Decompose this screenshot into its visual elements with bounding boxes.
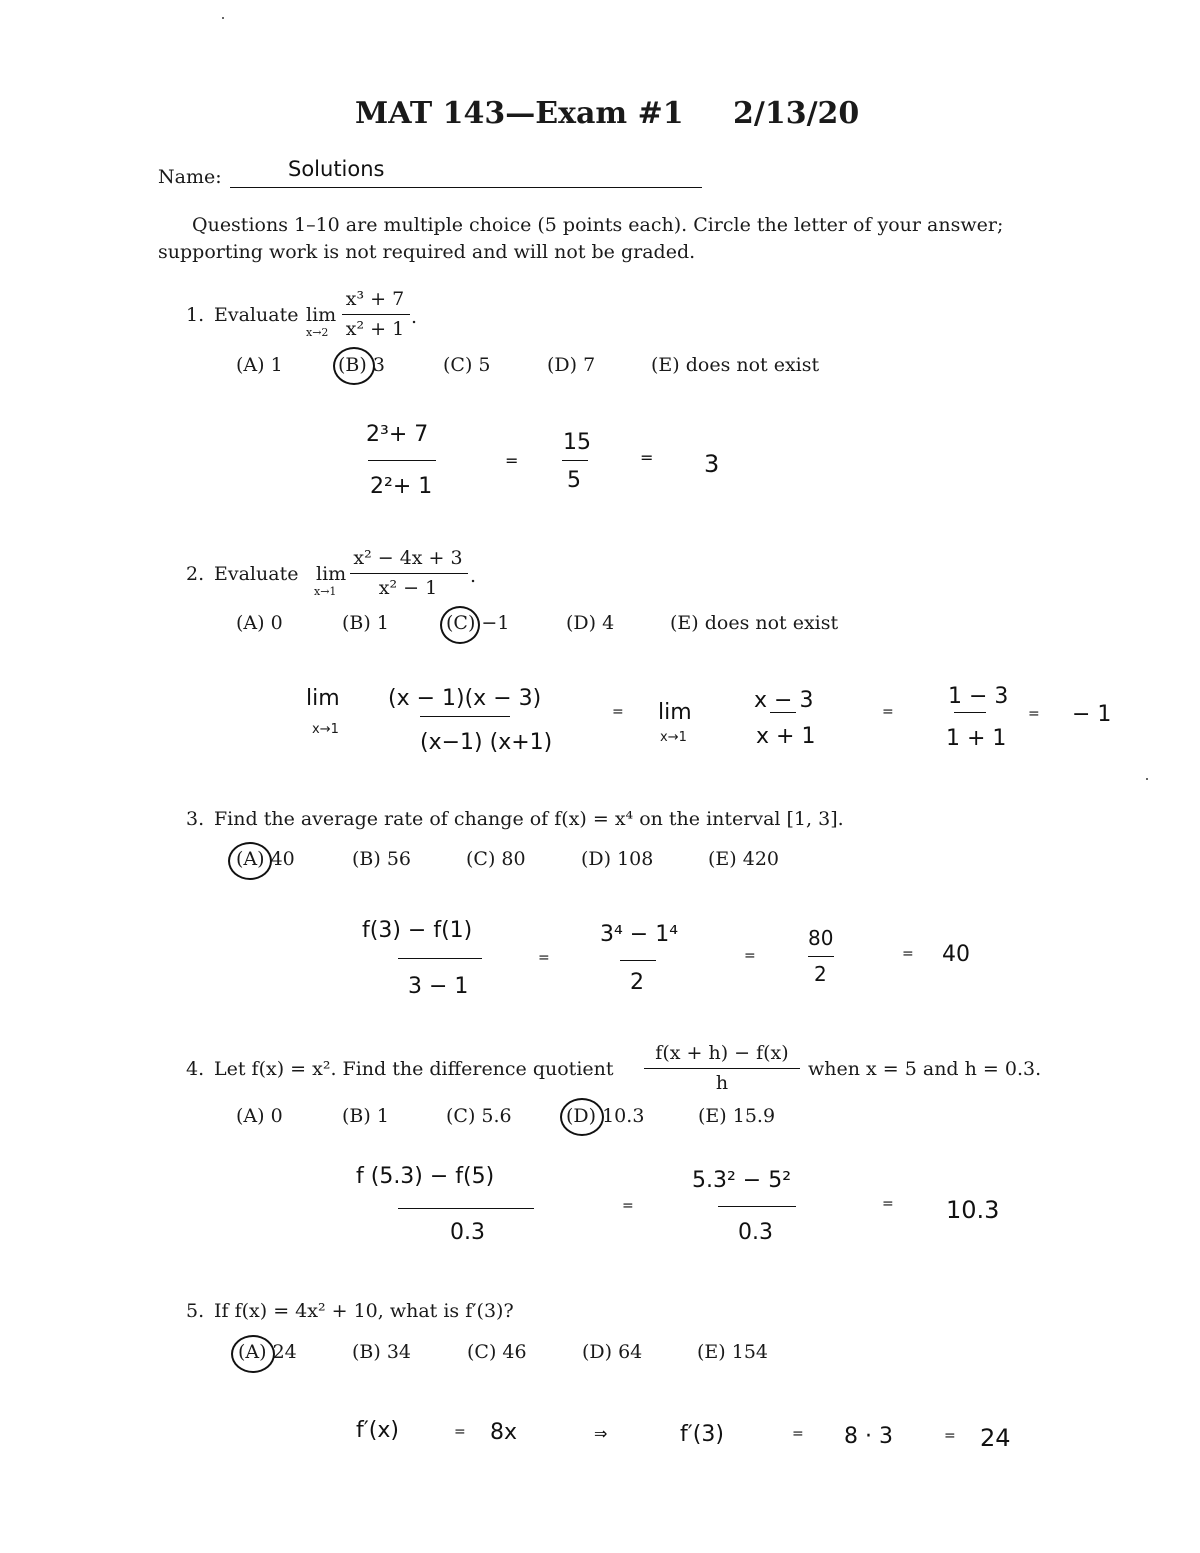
q4-choice-e[interactable]: (E) 15.9 — [698, 1105, 776, 1127]
q5-work-eq3: = — [944, 1428, 956, 1444]
q3-work-num2: 3⁴ − 1⁴ — [600, 922, 679, 947]
q3-work-bar3 — [808, 956, 834, 957]
instructions-line-2: supporting work is not required and will not be graded. — [158, 241, 696, 263]
q3-selected-circle — [228, 842, 272, 880]
q2-work-bar1 — [420, 716, 510, 717]
q3-work-eq3: = — [902, 946, 914, 962]
q4-work-num1: f (5.3) − f(5) — [356, 1164, 495, 1189]
q1-work-bar2 — [562, 460, 588, 461]
q1-work-bar1 — [368, 460, 436, 461]
q2-choice-e[interactable]: (E) does not exist — [670, 612, 839, 634]
q3-number: 3. — [186, 808, 205, 830]
q1-work-den2: 5 — [567, 468, 581, 493]
q2-work-den3: 1 + 1 — [946, 726, 1007, 751]
q4-work-den2: 0.3 — [738, 1220, 773, 1245]
q1-denominator: x² + 1 — [345, 318, 405, 340]
q4-choice-a[interactable]: (A) 0 — [236, 1105, 283, 1127]
q4-numerator: f(x + h) − f(x) — [655, 1042, 789, 1064]
scan-speck — [222, 17, 224, 19]
q2-prompt: Evaluate — [214, 563, 299, 585]
q1-choice-d[interactable]: (D) 7 — [547, 354, 596, 376]
q3-work-num3: 80 — [808, 926, 834, 950]
q3-choice-b[interactable]: (B) 56 — [352, 848, 412, 870]
q3-choice-c[interactable]: (C) 80 — [466, 848, 526, 870]
q1-fraction-bar — [342, 314, 410, 315]
q3-work-eq2: = — [744, 948, 756, 964]
q2-work-lim1: lim — [306, 686, 340, 711]
q3-work-den3: 2 — [814, 962, 827, 986]
q1-choice-e[interactable]: (E) does not exist — [651, 354, 820, 376]
q4-choice-c[interactable]: (C) 5.6 — [446, 1105, 512, 1127]
q3-work-eq1: = — [538, 950, 550, 966]
exam-title: MAT 143—Exam #1 — [355, 96, 684, 131]
q1-lim-sub: x→2 — [306, 326, 329, 339]
q1-numerator: x³ + 7 — [345, 288, 405, 310]
q5-choice-e[interactable]: (E) 154 — [697, 1341, 768, 1363]
q2-denominator: x² − 1 — [378, 577, 438, 599]
q2-work-sub2: x→1 — [660, 730, 687, 745]
q2-work-result: − 1 — [1072, 702, 1112, 727]
q4-work-result: 10.3 — [946, 1196, 1000, 1224]
q5-choice-c[interactable]: (C) 46 — [467, 1341, 527, 1363]
name-label: Name: — [158, 166, 222, 188]
instructions-line-1: Questions 1–10 are multiple choice (5 points each). Circle the letter of your answer; — [192, 214, 1004, 236]
q1-work-eq1: = — [505, 451, 519, 470]
q2-work-den1: (x−1) (x+1) — [420, 730, 553, 755]
q5-work-c: f′(3) — [680, 1422, 724, 1447]
q2-period: . — [470, 565, 477, 587]
q4-work-bar1 — [398, 1208, 534, 1209]
q4-prompt-a: Let f(x) = x². Find the difference quotient — [214, 1058, 614, 1080]
q2-work-num3: 1 − 3 — [948, 684, 1009, 709]
q4-work-bar2 — [718, 1206, 796, 1207]
q3-choice-d[interactable]: (D) 108 — [581, 848, 654, 870]
q3-work-bar1 — [398, 958, 482, 959]
q5-selected-circle — [231, 1335, 275, 1373]
q5-work-a: f′(x) — [356, 1418, 399, 1443]
q1-prompt: Evaluate — [214, 304, 299, 326]
name-line — [230, 187, 702, 188]
q2-work-eq1: = — [612, 704, 624, 720]
q1-work-result: 3 — [704, 450, 720, 478]
q1-period: . — [411, 306, 418, 328]
q4-work-num2: 5.3² − 5² — [692, 1168, 792, 1193]
q5-prompt: If f(x) = 4x² + 10, what is f′(3)? — [214, 1300, 514, 1322]
q2-number: 2. — [186, 563, 205, 585]
q4-prompt-b: when x = 5 and h = 0.3. — [808, 1058, 1042, 1080]
q1-lim: lim — [306, 304, 337, 326]
q2-selected-circle — [440, 606, 480, 644]
q5-choice-a[interactable]: (A) 24 — [238, 1341, 297, 1363]
q2-lim-sub: x→1 — [314, 585, 337, 598]
q2-choice-b[interactable]: (B) 1 — [342, 612, 389, 634]
q1-work-eq2: = — [640, 448, 654, 467]
q5-work-b: 8x — [490, 1420, 518, 1445]
q2-choice-d[interactable]: (D) 4 — [566, 612, 615, 634]
q2-fraction-bar — [350, 573, 468, 574]
q5-work-result: 24 — [980, 1424, 1011, 1452]
q5-number: 5. — [186, 1300, 205, 1322]
q1-choice-a[interactable]: (A) 1 — [236, 354, 283, 376]
q4-choice-d[interactable]: (D) 10.3 — [566, 1105, 645, 1127]
q4-choice-b[interactable]: (B) 1 — [342, 1105, 389, 1127]
q1-selected-circle — [333, 347, 375, 385]
q2-work-den2: x + 1 — [756, 724, 816, 749]
q1-work-num2: 15 — [563, 430, 591, 455]
q2-lim: lim — [316, 563, 347, 585]
q1-choice-c[interactable]: (C) 5 — [443, 354, 491, 376]
q5-work-eq1: = — [454, 1424, 466, 1440]
q3-choice-a[interactable]: (A) 40 — [236, 848, 295, 870]
q1-number: 1. — [186, 304, 205, 326]
q4-fraction-bar — [644, 1068, 800, 1069]
q1-work-den1: 2²+ 1 — [370, 474, 433, 499]
q4-number: 4. — [186, 1058, 205, 1080]
q4-selected-circle — [560, 1098, 604, 1136]
q4-work-den1: 0.3 — [450, 1220, 485, 1245]
q4-denominator: h — [715, 1072, 729, 1094]
q4-work-eq2: = — [882, 1196, 894, 1212]
q3-work-result: 40 — [942, 942, 970, 967]
q1-work-num1: 2³+ 7 — [366, 422, 429, 447]
q3-work-den2: 2 — [630, 970, 644, 995]
q4-work-eq1: = — [622, 1198, 634, 1214]
q2-work-num2: x − 3 — [754, 688, 814, 713]
q5-work-eq2: = — [792, 1426, 804, 1442]
q3-prompt: Find the average rate of change of f(x) = x⁴ on the interval [1, 3]. — [214, 808, 844, 830]
q2-numerator: x² − 4x + 3 — [353, 547, 463, 569]
name-value: Solutions — [288, 157, 385, 181]
q5-choice-b[interactable]: (B) 34 — [352, 1341, 412, 1363]
q5-work-implies: ⇒ — [594, 1424, 608, 1443]
q2-work-num1: (x − 1)(x − 3) — [388, 686, 542, 711]
q3-choice-e[interactable]: (E) 420 — [708, 848, 779, 870]
q2-work-bar2 — [770, 712, 796, 713]
exam-date: 2/13/20 — [733, 96, 860, 131]
q2-work-lim2: lim — [658, 700, 692, 725]
q2-work-sub1: x→1 — [312, 722, 339, 737]
scan-speck — [1146, 778, 1148, 780]
q2-work-eq2: = — [882, 704, 894, 720]
q3-work-bar2 — [620, 960, 656, 961]
q1-choice-b[interactable]: (B) 3 — [338, 354, 385, 376]
q2-work-bar3 — [954, 712, 986, 713]
q2-work-eq3: = — [1028, 706, 1040, 722]
q3-work-den1: 3 − 1 — [408, 974, 469, 999]
q2-choice-a[interactable]: (A) 0 — [236, 612, 283, 634]
q2-choice-c[interactable]: (C) −1 — [446, 612, 510, 634]
q5-choice-d[interactable]: (D) 64 — [582, 1341, 643, 1363]
q5-work-d: 8 · 3 — [844, 1424, 893, 1449]
q3-work-num1: f(3) − f(1) — [362, 918, 473, 943]
